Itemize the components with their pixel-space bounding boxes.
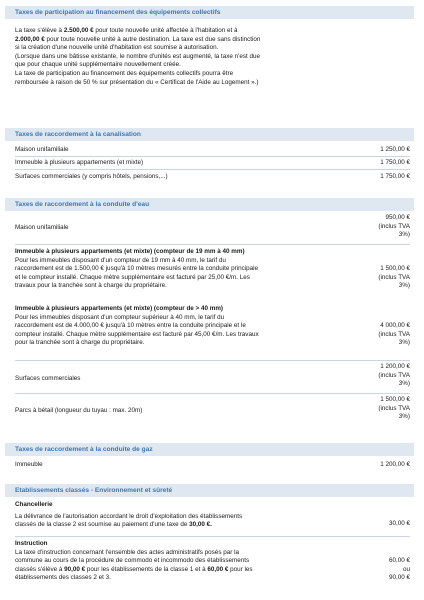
- participation-text: La taxe s'élève à 2.500,00 € pour toute nouvelle unité affectée à l'habitation et à 2.000,00 € pour toute nouvelle unité à autre destination. La taxe est due sans distinction si la création d'une nouvelle unité d'habitation est soumise à autorisation. (Lorsque dans une bâtisse existante, le nombre d'unités est augmenté, la taxe n'est due que pour chaque unité supplémentaire nouvellement créée. La taxe de participation au financement des équipements collectifs pourra être remboursée à raison de 50 % sur présentation du « Certificat de l'Aide au Logement ».): [15, 27, 261, 86]
- maison-label: Maison unifamiliale: [15, 224, 69, 231]
- page: Taxes de participation au financement des équipements collectifs La taxe s'élève à 2.500,00 € pour toute nouvelle unité affectée à l'habitation et à 2.000,00 € pour toute nouvelle unité à autre destination. La taxe est due sans distinction si la création d'une nouvelle unité d'habitation est soumise à autorisation. (Lorsque dans une bâtisse existante, le nombre d'unités est augmenté, la taxe n'est due que pour chaque unité supplémentaire nouvellement créée. La taxe de participation au financement des équipements collectifs pourra être remboursée à raison de 50 % sur présentation du « Certificat de l'Aide au Logement ».) Taxes de raccordement à la canalisation Maison unifamiliale 1 250,00 € Immeuble à plusieurs appartements (et mixte) 1 750,00 € Surfaces commerciales (y compris hôtels, pensions,...) 1 750,00 € Taxes de raccordement à la conduite d'eau 950,00 € (inclus TVA 3%) Maison unifamiliale Immeuble à plusieurs appartements (et mixte) (compteur de 19 mm à 40 mm) Pour les immeubles disposant d'un compteur de 19 mm à 40 mm, le tarif du raccordement est de 1.500,00 € jusqu'à 10 mètres mesurés entre la conduite principale et le compteur installé. Chaque mètre supplémentaire est facturé par 25,00 €/m. Les travaux pour la tranchée sont à charge du propriétaire. 1 500,00 € (inclus TVA 3%) Immeuble à plusieurs appartements (et mixte) (compteur de > 40 mm) Pour les immeubles disposant d'un compteur supérieur à 40 mm, le tarif du raccordement est de 4.000,00 € jusqu'à 10 mètres entre la conduite principale et le compteur installé. Chaque mètre supplémentaire est facturé par 45,00 €/m. Les travaux pour la tranchée sont à charge du propriétaire. 4 000,00 € (inclus TVA 3%) 1 200,00 € (inclus TVA 3%) Surfaces commerciales 1 500,00 € (inclus TVA 3%) Parcs à bétail (longueur du tuyau : max. 20m) Taxes de raccordement à la conduite de gaz Immeuble 1 200,00 € Etablissements classés - Environnement et sûreté Chancellerie La délivrance de l'autorisation accordant le droit d'exploitation des établissements classés de la classe 2 est soumise au paiement d'une taxe de 30,00 €. 30,00 € Instruction La taxe d'instruction concernant l'ensemble des actes administratifs posés par la commune au cours de la procédure de commodo et incommodo des établissements classés s'élève à 90,00 € pour les établissements de la classe 1 et à 60,00 € pour les établissements des classes 2 et 3. 60,00 € ou 90,00 €: [0, 0, 424, 600]
- price-imm40: 4 000,00 € (inclus TVA 3%): [378, 322, 410, 347]
- price-maison: 950,00 € (inclus TVA 3%): [378, 214, 410, 239]
- divider: [15, 244, 410, 245]
- section-header-etablissements: [5, 484, 414, 497]
- section-title: Taxes de participation au financement des équipements collectifs: [15, 9, 221, 16]
- section-header-conduite-eau: [5, 198, 414, 211]
- divider: [15, 393, 410, 394]
- section-header-participation: [5, 6, 414, 19]
- section-title: Taxes de raccordement à la conduite de gaz: [15, 446, 153, 453]
- divider: [15, 156, 410, 157]
- price-parcs: 1 500,00 € (inclus TVA 3%): [378, 396, 410, 421]
- chancellerie-description: Chancellerie La délivrance de l'autorisation accordant le droit d'exploitation des établissements classés de la classe 2 est soumise au paiement d'une taxe de 30,00 €.: [15, 501, 243, 529]
- price-chancellerie: 30,00 €: [388, 520, 410, 527]
- surfaces-label: Surfaces commerciales: [15, 375, 81, 382]
- section-title: Taxes de raccordement à la conduite d'eau: [15, 201, 150, 208]
- divider: [15, 360, 410, 361]
- price-instruction: 60,00 € ou 90,00 €: [388, 557, 410, 582]
- parcs-label: Parcs à bétail (longueur du tuyau : max. 20m): [15, 407, 143, 414]
- price-surfaces: 1 200,00 € (inclus TVA 3%): [378, 363, 410, 388]
- divider: [15, 536, 410, 537]
- price-imm19: 1 500,00 € (inclus TVA 3%): [378, 265, 410, 290]
- section-header-canalisation: [5, 128, 414, 141]
- section-title: Taxes de raccordement à la canalisation: [15, 131, 141, 138]
- imm19-description: Immeuble à plusieurs appartements (et mixte) (compteur de 19 mm à 40 mm) Pour les immeubles disposant d'un compteur de 19 mm à 40 mm, le tarif du raccordement est de 1.500,00 € jusqu'à 10 mètres mesurés entre la conduite principale et le compteur installé. Chaque mètre supplémentaire est facturé par 25,00 €/m. Les travaux pour la tranchée sont à charge du propriétaire.: [15, 248, 259, 290]
- imm40-description: Immeuble à plusieurs appartements (et mixte) (compteur de > 40 mm) Pour les immeubles disposant d'un compteur supérieur à 40 mm, le tarif du raccordement est de 4.000,00 € jusqu'à 10 mètres entre la conduite principale et le compteur installé. Chaque mètre supplémentaire est facturé par 45,00 €/m. Les travaux pour la tranchée sont à charge du propriétaire.: [15, 305, 259, 347]
- divider: [15, 169, 410, 170]
- instruction-description: Instruction La taxe d'instruction concernant l'ensemble des actes administratifs posés par la commune au cours de la procédure de commodo et incommodo des établissements classés s'élève à 90,00 € pour les établissements de la classe 1 et à 60,00 € pour les établissements des classes 2 et 3.: [15, 540, 253, 582]
- section-title: Etablissements classés - Environnement et sûreté: [15, 487, 173, 494]
- section-header-gaz: [5, 443, 414, 456]
